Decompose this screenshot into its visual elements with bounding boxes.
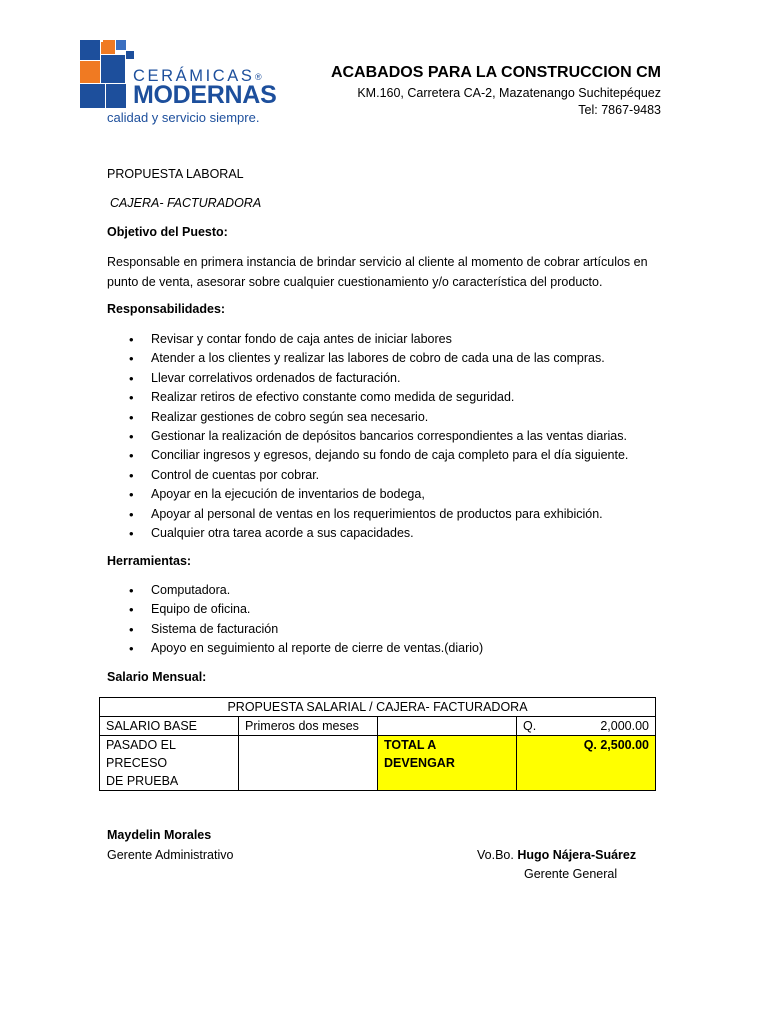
- list-item: • Sistema de facturación: [107, 620, 483, 639]
- salary-heading: Salario Mensual:: [107, 670, 207, 684]
- logo-brand-line2: MODERNAS: [133, 81, 277, 109]
- list-item: • Apoyar en la ejecución de inventarios de bodega,: [107, 485, 628, 504]
- salary-base-label: SALARIO BASE: [100, 717, 239, 736]
- objective-heading: Objetivo del Puesto:: [107, 225, 228, 239]
- list-item: • Control de cuentas por cobrar.: [107, 466, 628, 485]
- post-probation-label-line2: DE PRUEBA: [106, 774, 179, 788]
- logo-registered-mark: ®: [255, 72, 262, 82]
- right-signer-name: Hugo Nájera-Suárez: [517, 848, 637, 862]
- table-row: [100, 736, 656, 791]
- list-item: • Realizar retiros de efectivo constante como medida de seguridad.: [107, 388, 628, 407]
- responsibilities-list: [107, 330, 628, 543]
- document-title: PROPUESTA LABORAL: [107, 167, 244, 181]
- company-address: KM.160, Carretera CA-2, Mazatenango Suchitepéquez: [357, 86, 661, 100]
- post-probation-label-cell: [100, 736, 239, 791]
- logo-slogan: calidad y servicio siempre.: [107, 110, 260, 125]
- list-item: • Revisar y contar fondo de caja antes de iniciar labores: [107, 330, 628, 349]
- right-signer-prefix: Vo.Bo.: [477, 848, 514, 862]
- left-signer-title: Gerente Administrativo: [107, 848, 234, 862]
- salary-base-currency: Q.: [523, 719, 537, 733]
- salary-base-amount-cell: [517, 717, 656, 736]
- list-item: • Computadora.: [107, 581, 483, 600]
- list-item: • Cualquier otra tarea acorde a sus capacidades.: [107, 524, 628, 543]
- salary-table: [99, 697, 656, 791]
- logo-brand-line1: CERÁMICAS: [133, 67, 255, 85]
- list-item: • Equipo de oficina.: [107, 600, 483, 619]
- company-header: [331, 64, 661, 117]
- position-title: CAJERA- FACTURADORA: [110, 196, 262, 210]
- salary-base-period: Primeros dos meses: [239, 717, 378, 736]
- list-item: • Realizar gestiones de cobro según sea necesario.: [107, 408, 628, 427]
- list-item: • Apoyo en seguimiento al reporte de cierre de ventas.(diario): [107, 639, 483, 658]
- post-probation-label-line1: PASADO EL PRECESO: [106, 738, 176, 770]
- table-row: [100, 698, 656, 717]
- total-label: TOTAL A DEVENGAR: [378, 736, 517, 791]
- responsibilities-heading: Responsabilidades:: [107, 302, 226, 316]
- left-signer-name: Maydelin Morales: [107, 828, 212, 842]
- empty-cell: [378, 717, 517, 736]
- list-item: • Llevar correlativos ordenados de facturación.: [107, 369, 628, 388]
- list-item: • Atender a los clientes y realizar las labores de cobro de cada una de las compras.: [107, 349, 628, 368]
- list-item: • Apoyar al personal de ventas en los requerimientos de productos para exhibición.: [107, 505, 628, 524]
- logo-mosaic-icon: [80, 40, 140, 110]
- empty-cell: [239, 736, 378, 791]
- list-item: • Gestionar la realización de depósitos bancarios correspondientes a las ventas diarias.: [107, 427, 628, 446]
- total-amount: Q. 2,500.00: [517, 736, 656, 791]
- right-signer-title: Gerente General: [524, 867, 618, 881]
- list-item: • Conciliar ingresos y egresos, dejando su fondo de caja completo para el día siguiente.: [107, 446, 628, 465]
- table-row: [100, 717, 656, 736]
- company-logo: [80, 40, 277, 130]
- right-signer: [477, 848, 636, 862]
- tools-heading: Herramientas:: [107, 554, 192, 568]
- salary-table-header: PROPUESTA SALARIAL / CAJERA- FACTURADORA: [100, 698, 656, 717]
- company-name: ACABADOS PARA LA CONSTRUCCION CM: [330, 64, 661, 81]
- company-tel: Tel: 7867-9483: [578, 103, 661, 117]
- objective-text: Responsable en primera instancia de brindar servicio al cliente al momento de cobrar artículos en punto de venta, asesorar sobre cualquier cuestionamiento y/o característica del producto.: [107, 255, 648, 289]
- salary-base-amount: 2,000.00: [600, 719, 650, 733]
- tools-list: [107, 581, 483, 659]
